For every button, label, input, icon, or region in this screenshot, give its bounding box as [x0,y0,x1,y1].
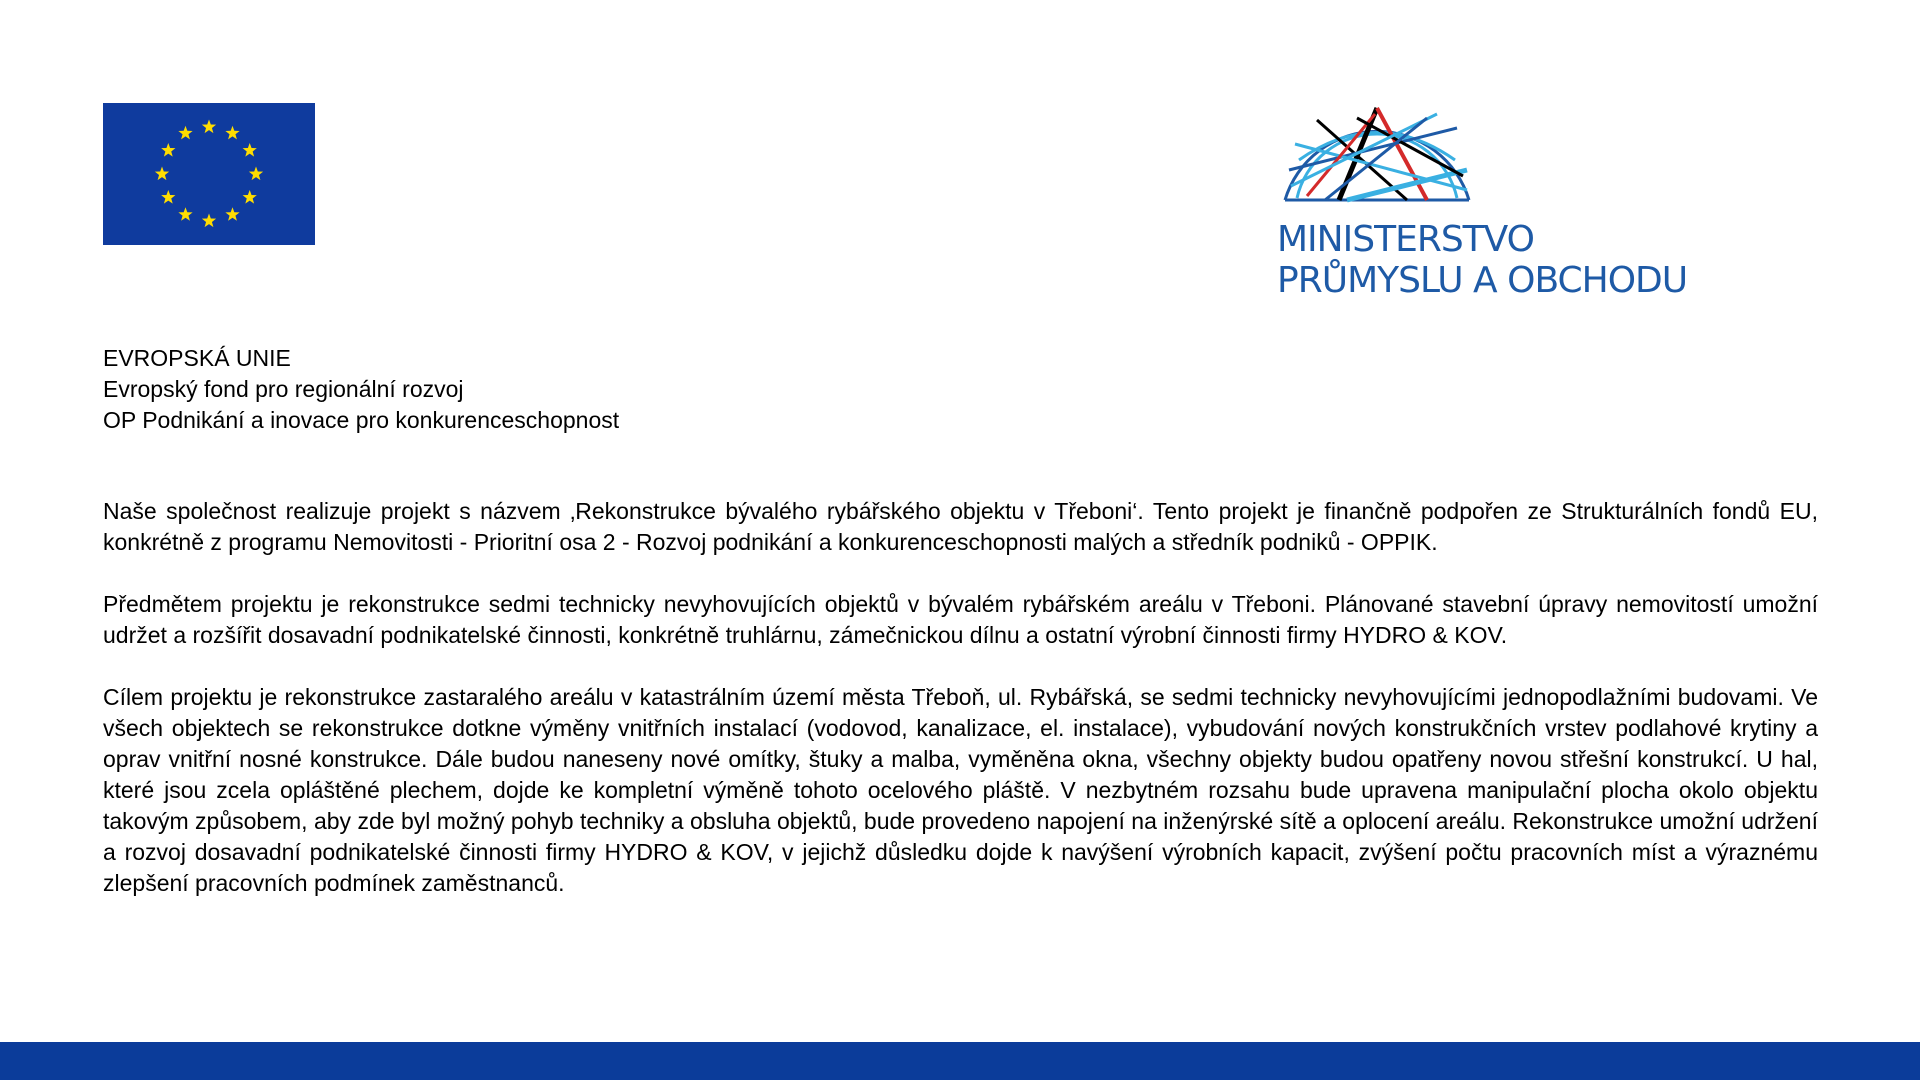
ministry-name-line1: MINISTERSTVO [1277,219,1534,260]
ministry-name-line2: PRŮMYSLU A OBCHODU [1277,260,1688,301]
project-description [103,496,1818,930]
mpo-globe-icon [1277,100,1477,208]
eu-header [103,343,619,436]
eu-title: EVROPSKÁ UNIE [103,345,291,371]
eu-flag-icon [103,103,315,245]
fund-name: Evropský fond pro regionální rozvoj [103,376,464,402]
paragraph-intro: Naše společnost realizuje projekt s názvem ‚Rekonstrukce bývalého rybářského objektu v Třeboni‘. Tento projekt je finančně podpořen ze Strukturálních fondů EU, konkrétně z programu Nemovitosti - Prioritní osa 2 - Rozvoj podnikání a konkurenceschopnosti malých a středník podniků - OPPIK. [103,498,1818,555]
footer-bar [0,1042,1920,1080]
paragraph-goal: Cílem projektu je rekonstrukce zastaralého areálu v katastrálním území města Třeboň, ul. Rybářská, se sedmi technicky nevyhovujícími jednopodlažními budovami. Ve všech objektech se rekonstrukce dotkne výměny vnitřních instalací (vodovod, kanalizace, el. instalace), vybudování nových konstrukčních vrstev podlahové krytiny a oprav vnitřní nosné konstrukce. Dále budou naneseny nové omítky, štuky a malba, vyměněna okna, všechny objekty budou opatřeny novou střešní konstrukcí. U hal, které jsou zcela opláštěné plechem, dojde ke kompletní výměně tohoto ocelového pláště. V nezbytném rozsahu bude upravena manipulační plocha okolo objektu takovým způsobem, aby zde byl možný pohyb techniky a obsluha objektů, bude provedeno napojení na inženýrské sítě a oplocení areálu. Rekonstrukce umožní udržení a rozvoj dosavadní podnikatelské činnosti firmy HYDRO & KOV, v jejichž důsledku dojde k navýšení výrobních kapacit, zvýšení počtu pracovních míst a výraznému zlepšení pracovních podmínek zaměstnanců. [103,684,1818,896]
ministry-logo [1272,100,1708,300]
paragraph-subject: Předmětem projektu je rekonstrukce sedmi technicky nevyhovujících objektů v bývalém rybářském areálu v Třeboni. Plánované stavební úpravy nemovitostí umožní udržet a rozšířit dosavadní podnikatelské činnosti, konkrétně truhlárnu, zámečnickou dílnu a ostatní výrobní činnosti firmy HYDRO & KOV. [103,591,1818,648]
programme-name: OP Podnikání a inovace pro konkurenceschopnost [103,407,620,433]
